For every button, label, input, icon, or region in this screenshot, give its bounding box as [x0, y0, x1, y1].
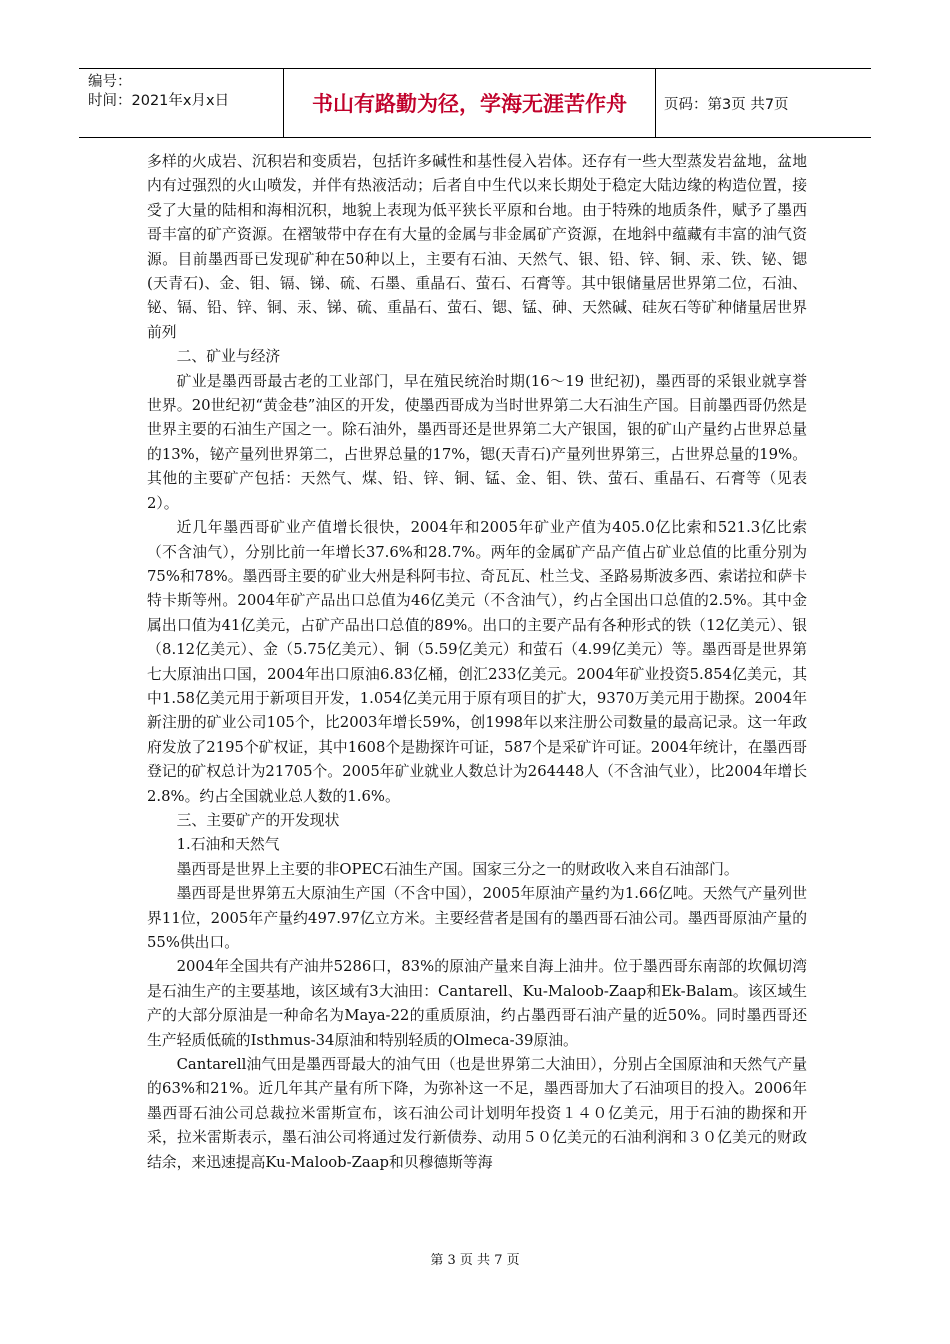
page-header	[79, 68, 871, 138]
header-page-info: 页码：第3页 共7页	[664, 96, 789, 113]
paragraph: Cantarell油气田是墨西哥最大的油气田（也是世界第二大油田），分别占全国原油和天然气产量的63%和21%。近几年其产量有所下降，为弥补这一不足，墨西哥加大了石油项目的投入。2006年墨西哥石油公司总裁拉米雷斯宣布，该石油公司计划明年投资１４０亿美元，用于石油的勘探和开采，拉米雷斯表示，墨石油公司将通过发行新债券、动用５０亿美元的石油利润和３０亿美元的财政结余，来迅速提高Ku-Maloob-Zaap和贝穆德斯等海	[147, 1056, 807, 1171]
paragraph: 墨西哥是世界第五大原油生产国（不含中国），2005年原油产量约为1.66亿吨。天然气产量列世界11位，2005年产量约497.97亿立方米。主要经营者是国有的墨西哥石油公司。墨西哥原油产量的55%供出口。	[147, 885, 807, 951]
header-meta	[79, 69, 284, 137]
section-heading: 二、矿业与经济	[176, 348, 281, 366]
document-date: 时间：2021年x月x日	[88, 93, 230, 109]
document-number-label: 编号：	[88, 74, 132, 90]
paragraph: 近几年墨西哥矿业产值增长很快，2004年和2005年矿业产值为405.0亿比索和521.3亿比索（不含油气），分别比前一年增长37.6%和28.7%。两年的金属矿产品产值占矿业总值的比重分别为75%和78%。墨西哥主要的矿业大州是科阿韦拉、奇瓦瓦、杜兰戈、圣路易斯波多西、索诺拉和萨卡特卡斯等州。2004年矿产品出口总值为46亿美元（不含油气），约占全国出口总值的2.5%。其中金属出口值为41亿美元，占矿产品出口总值的89%。出口的主要产品有各种形式的铁（12亿美元）、银（8.12亿美元）、金（5.75亿美元）、铜（5.59亿美元）和萤石（4.99亿美元）等。墨西哥是世界第七大原油出口国，2004年出口原油6.83亿桶，创汇233亿美元。2004年矿业投资5.854亿美元，其中1.58亿美元用于新项目开发，1.054亿美元用于原有项目的扩大，9370万美元用于勘探。2004年新注册的矿业公司105个，比2003年增长59%，创1998年以来注册公司数量的最高记录。这一年政府发放了2195个矿权证，其中1608个是勘探许可证，587个是采矿许可证。2004年统计，在墨西哥登记的矿权总计为21705个。2005年矿业就业人数总计为264448人（不含油气业），比2004年增长2.8%。约占全国就业总人数的1.6%。	[147, 519, 807, 805]
header-motto: 书山有路勤为径，学海无涯苦作舟	[284, 69, 656, 137]
page-footer: 第 3 页 共 7 页	[430, 1253, 520, 1268]
paragraph: 2004年全国共有产油井5286口，83%的原油产量来自海上油井。位于墨西哥东南部的坎佩切湾是石油生产的主要基地，该区域有3大油田：Cantarell、Ku-Maloob-Zaap和Ek-Balam。该区域生产的大部分原油是一种命名为Maya-22的重质原油，约占墨西哥石油产量的近50%。同时墨西哥还生产轻质低硫的Isthmus-34原油和特别轻质的Olmeca-39原油。	[147, 958, 807, 1049]
subsection-heading: 1.石油和天然气	[176, 836, 280, 854]
document-body	[147, 150, 807, 1175]
paragraph: 矿业是墨西哥最古老的工业部门，早在殖民统治时期(16～19 世纪初)，墨西哥的采银业就享誉世界。20世纪初“黄金巷”油区的开发，使墨西哥成为当时世界第二大石油生产国。目前墨西哥仍然是世界主要的石油生产国之一。除石油外，墨西哥还是世界第二大产银国，银的矿山产量约占世界总量的13%，铋产量列世界第二，占世界总量的17%，锶(天青石)产量列世界第三，占世界总量的19%。其他的主要矿产包括：天然气、煤、铅、锌、铜、锰、金、钼、铁、萤石、重晶石、石膏等（见表2）。	[147, 372, 807, 512]
paragraph: 多样的火成岩、沉积岩和变质岩，包括许多碱性和基性侵入岩体。还存有一些大型蒸发岩盆地，盆地内有过强烈的火山喷发，并伴有热液活动；后者自中生代以来长期处于稳定大陆边缘的构造位置，接受了大量的陆相和海相沉积，地貌上表现为低平狭长平原和台地。由于特殊的地质条件，赋予了墨西哥丰富的矿产资源。在褶皱带中存在有大量的金属与非金属矿产资源，在地斜中蕴藏有丰富的油气资源。目前墨西哥已发现矿种在50种以上，主要有石油、天然气、银、铅、锌、铜、汞、铁、铋、锶(天青石)、金、钼、镉、锑、硫、石墨、重晶石、萤石、石膏等。其中银储量居世界第二位，石油、铋、镉、铅、锌、铜、汞、锑、硫、重晶石、萤石、锶、锰、砷、天然碱、硅灰石等矿种储量居世界前列	[147, 153, 807, 341]
paragraph: 墨西哥是世界上主要的非OPEC石油生产国。国家三分之一的财政收入来自石油部门。	[176, 860, 739, 878]
section-heading: 三、主要矿产的开发现状	[176, 811, 340, 829]
